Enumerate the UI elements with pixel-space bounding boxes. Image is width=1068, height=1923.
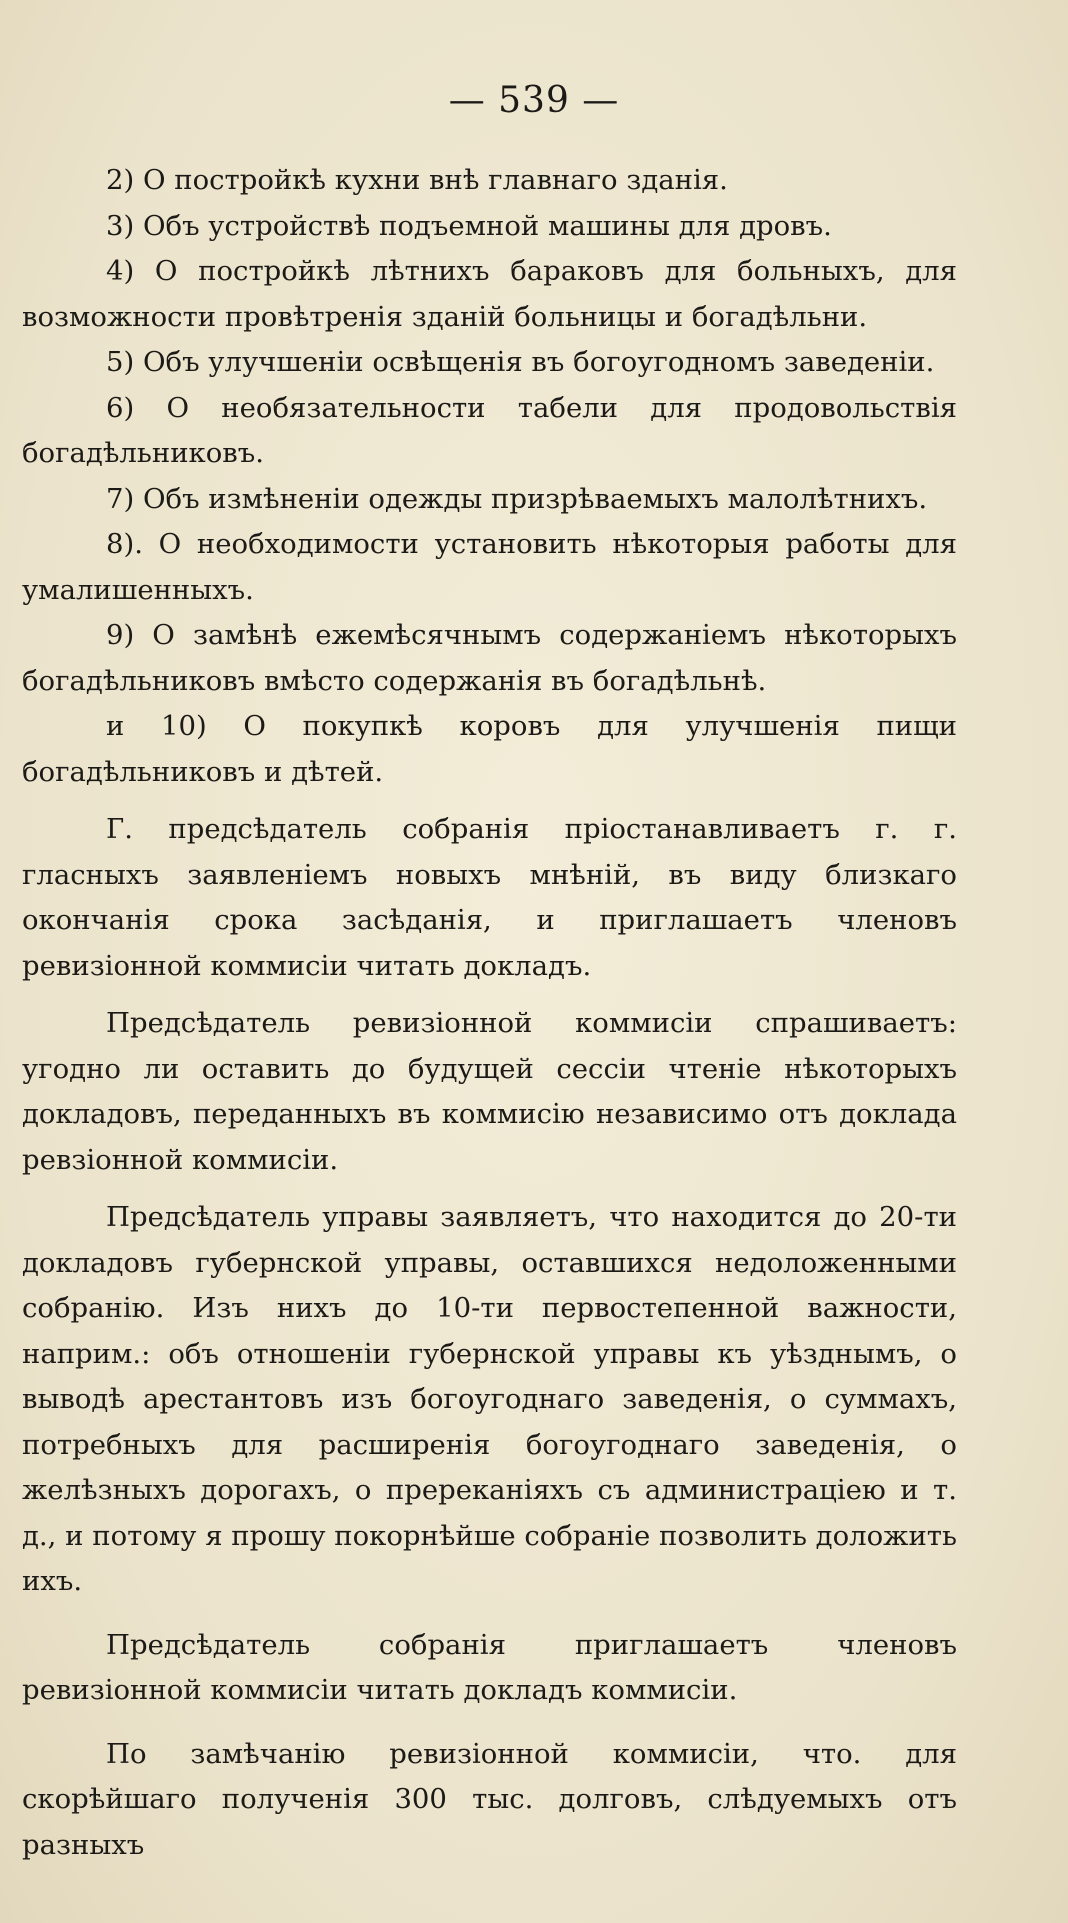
page-body — [22, 158, 957, 1868]
paragraph-item-7: 7) Объ измѣненіи одежды призрѣваемыхъ малолѣтнихъ. — [106, 482, 928, 515]
paragraph-item-3: 3) Объ устройствѣ подъемной машины для дровъ. — [106, 209, 832, 242]
paragraph-item-8: 8). О необходимости установить нѣкоторыя работы для умалишенныхъ. — [22, 528, 957, 606]
paragraph-chairman-suspends: Г. предсѣдатель собранія пріостанавливаетъ г. г. гласныхъ заявленіемъ новыхъ мнѣній, въ виду близкаго окончанія срока засѣданія, и приглашаетъ членовъ ревизіонной коммисіи читать докладъ. — [22, 813, 957, 982]
paragraph-commission-remark: По замѣчанію ревизіонной коммисіи, что. для скорѣйшаго полученія 300 тыс. долговъ, слѣдуемыхъ отъ разныхъ — [22, 1737, 957, 1861]
paragraph-item-10: и 10) О покупкѣ коровъ для улучшенія пищи богадѣльниковъ и дѣтей. — [22, 710, 957, 788]
paragraph-board-statement: Предсѣдатель управы заявляетъ, что находится до 20-ти докладовъ губернской управы, оставшихся недоложенными собранію. Изъ нихъ до 10-ти первостепенной важности, наприм.: объ отношеніи губернской управы къ уѣзднымъ, о выводѣ арестантовъ изъ богоугоднаго заведенія, о суммахъ, потребныхъ для расширенія богоугоднаго заведенія, о желѣзныхъ дорогахъ, о пререканіяхъ съ администраціею и т. д., и потому я прошу покорнѣйше собраніе позволить доложить ихъ. — [22, 1201, 957, 1597]
paragraph-item-6: 6) О необязательности табели для продовольствія богадѣльниковъ. — [22, 391, 957, 469]
paragraph-item-2: 2) О постройкѣ кухни внѣ главнаго зданія. — [106, 164, 728, 196]
page-number: — 539 — — [448, 80, 620, 121]
paragraph-item-5: 5) Объ улучшеніи освѣщенія въ богоугодномъ заведеніи. — [106, 346, 935, 378]
paragraph-item-9: 9) О замѣнѣ ежемѣсячнымъ содержаніемъ нѣкоторыхъ богадѣльниковъ вмѣсто содержанія въ богадѣльнѣ. — [22, 619, 957, 697]
paragraph-item-4: 4) О постройкѣ лѣтнихъ бараковъ для больныхъ, для возможности провѣтренія зданій больницы и богадѣльни. — [22, 255, 957, 333]
paragraph-revision-question: Предсѣдатель ревизіонной коммисіи спрашиваетъ: угодно ли оставить до будущей сессіи чтеніе нѣкоторыхъ докладовъ, переданныхъ въ коммисію независимо отъ доклада ревзіонной коммисіи. — [22, 1007, 957, 1176]
paragraph-chairman-invites: Предсѣдатель собранія приглашаетъ членовъ ревизіонной коммисіи читать докладъ коммисіи. — [22, 1628, 957, 1706]
